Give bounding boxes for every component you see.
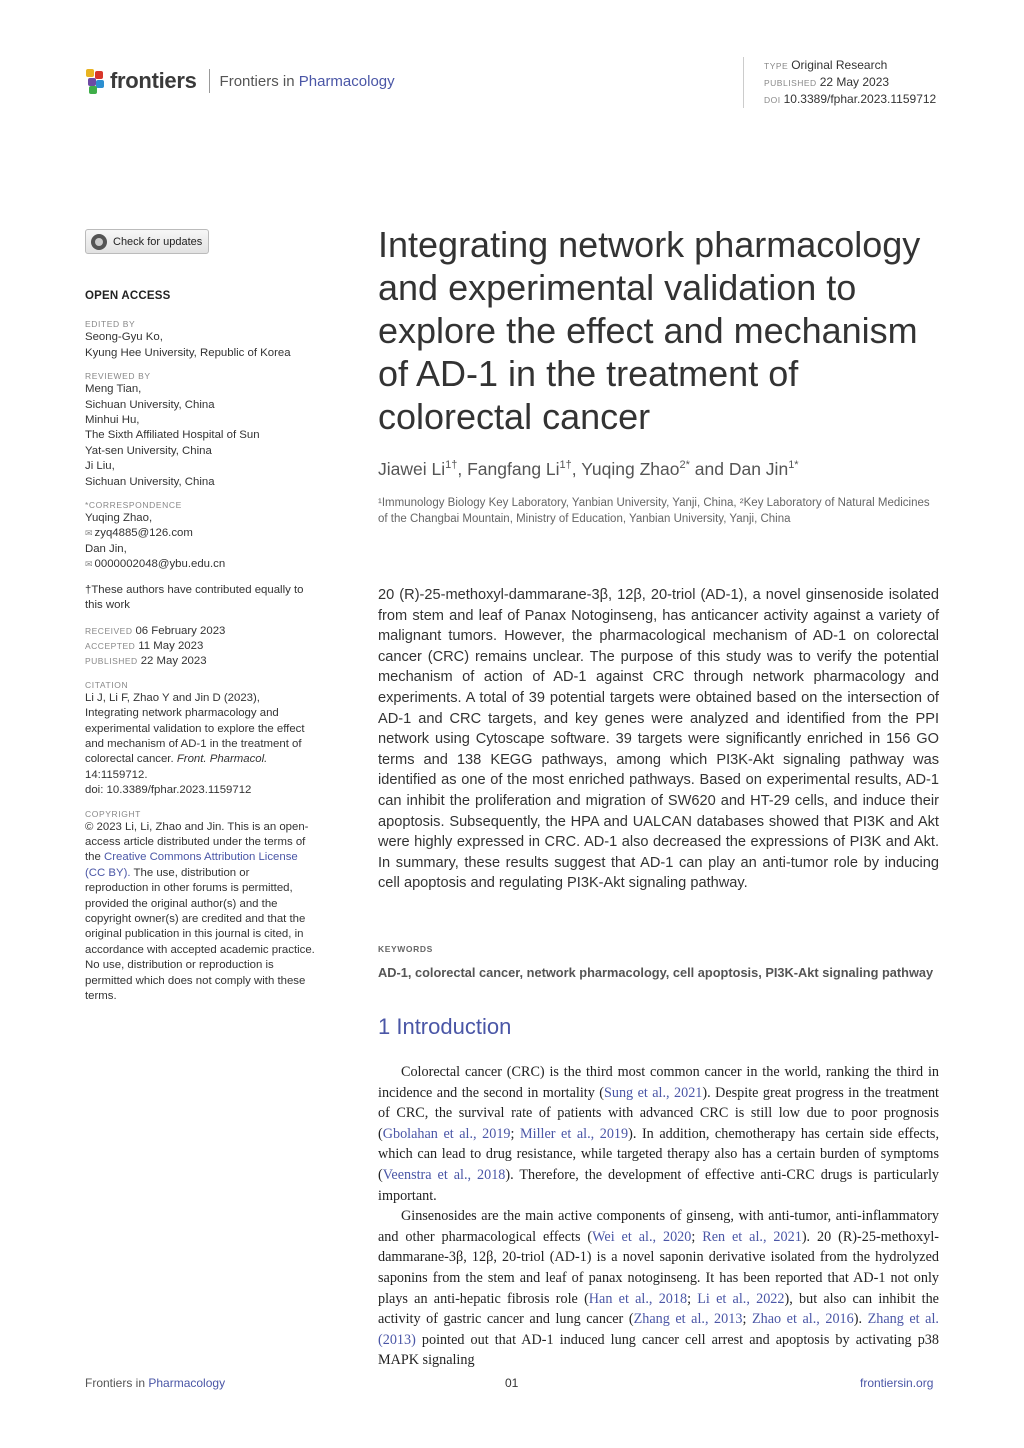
frontiers-logo-icon (86, 69, 106, 93)
author-name[interactable]: Yuqing Zhao (581, 459, 680, 479)
crossmark-icon (91, 234, 107, 250)
author-separator: , (457, 459, 468, 479)
footer-site-link[interactable]: frontiersin.org (860, 1376, 934, 1390)
corr-email[interactable]: 0000002048@ybu.edu.cn (94, 558, 226, 571)
author-sup: 2* (679, 459, 690, 472)
citation-link[interactable]: Li et al., 2022 (697, 1290, 785, 1307)
author-separator: , (571, 459, 582, 479)
citation-label: CITATION (85, 679, 129, 690)
citation-link[interactable]: Gbolahan et al., 2019 (382, 1125, 511, 1142)
footer-journal[interactable] (85, 1376, 225, 1390)
citation-link[interactable]: Zhang et al. (2013) (378, 1311, 939, 1348)
logo-dot-blue (96, 80, 104, 88)
body-text-run: ; (691, 1228, 703, 1245)
body-text-run: ). In addition, chemotherapy has certain side effects, which can lead to drug resistance, while targeted therapy also has a certain burden of symptoms ( (378, 1125, 939, 1183)
correspondence-label: *CORRESPONDENCE (85, 500, 182, 511)
accepted-date (85, 639, 315, 654)
reviewer-line: Yat-sen University, China (85, 444, 212, 457)
author-separator: and (689, 459, 729, 479)
citation-link[interactable]: Zhao et al., 2016 (751, 1311, 854, 1328)
received-date (85, 624, 315, 639)
mail-icon: ✉ (85, 559, 93, 570)
corr-email-row (85, 526, 315, 541)
editor-affiliation: Kyung Hee University, Republic of Korea (85, 346, 291, 359)
reviewer-line: The Sixth Affiliated Hospital of Sun (85, 429, 260, 442)
logo-wordmark: frontiers (110, 68, 197, 93)
copyright-label: COPYRIGHT (85, 808, 141, 819)
citation-link[interactable]: Sung et al., 2021 (603, 1084, 703, 1101)
journal-header (86, 68, 395, 94)
reviewer-line: Sichuan University, China (85, 398, 215, 411)
citation-text: Li J, Li F, Zhao Y and Jin D (2023), Integrating network pharmacology and experimental validation to explore the effect and mechanism of AD-1 in the treatment of colorectal cancer. (85, 691, 305, 766)
meta-published-value: 22 May 2023 (819, 75, 890, 89)
body-text-run: ). 20 (R)-25-methoxyl-dammarane-3β, 12β, 20-triol (AD-1) is a novel saponin derivative isolated from the hydrolyzed saponins from the stem and leaf of panax notoginseng. It has been reported that AD-1 not only plays an anti-hepatic fibrosis role ( (378, 1228, 939, 1307)
body-text-run: Colorectal cancer (CRC) is the third most common cancer in the world, ranking the third in incidence and the second in mortality ( (378, 1064, 939, 1101)
logo-dot-red (95, 71, 103, 79)
body-text-run: ). (853, 1311, 868, 1328)
paragraph (378, 1206, 939, 1371)
cc-by-link[interactable]: Creative Commons Attribution License (CC BY). (85, 851, 298, 879)
reviewer-line: Ji Liu, (85, 460, 115, 473)
published-value: 22 May 2023 (140, 655, 207, 668)
body-text-run: ; (687, 1290, 698, 1307)
abstract: 20 (R)-25-methoxyl-dammarane-3β, 12β, 20-triol (AD-1), a novel ginsenoside isolated from stem and leaf of Panax Notoginseng, has anticancer activity against a variety of malignant tumors. However, the pharmacological mechanism of AD-1 on colorectal cancer (CRC) remains unclear. The purpose of this study was to verify the potential mechanism of action of AD-1 against CRC through network pharmacology and experiments. A total of 39 potential targets were obtained based on the intersection of AD-1 and CRC targets, and key genes were analyzed and identified from the PPI network using Cytoscape software. 39 targets were significantly enriched in 156 GO terms and 138 KEGG pathways, among which PI3K-Akt signaling pathway was identified as one of the most enriched pathways. Based on experimental results, AD-1 can inhibit the proliferation and migration of SW620 and HT-29 cells, and induce their apoptosis. Subsequently, the HPA and UALCAN databases showed that PI3K and Akt were highly expressed in CRC. AD-1 also decreased the expressions of PI3K and Akt. In summary, these results suggest that AD-1 can play an anti-tumor role by inducing cell apoptosis and regulating PI3K-Akt signaling pathway. (378, 587, 939, 892)
copyright-text-a: © 2023 Li, Li, Zhao and Jin. This is an open-access article distributed under the terms of the (85, 820, 309, 864)
author-sup: 1† (559, 459, 572, 472)
meta-doi-value[interactable]: 10.3389/fphar.2023.1159712 (783, 92, 937, 106)
meta-doi (764, 91, 936, 108)
author-sup: 1† (445, 459, 458, 472)
citation-journal: Front. Pharmacol. (176, 753, 268, 766)
keywords: AD-1, colorectal cancer, network pharmacology, cell apoptosis, PI3K-Akt signaling pathway (378, 965, 934, 980)
logo-dot-yellow (86, 69, 94, 77)
meta-type (764, 57, 936, 74)
editor-name: Seong-Gyu Ko, (85, 331, 163, 344)
logo-dot-green (89, 86, 97, 94)
body-text-run: ). Therefore, the development of effective anti-CRC drugs is particularly important. (378, 1166, 939, 1204)
journal-prefix: Frontiers in (219, 72, 299, 90)
page-number: 01 (505, 1376, 519, 1390)
accepted-value: 11 May 2023 (138, 639, 204, 652)
copyright-block (85, 820, 315, 1005)
citation-doi[interactable]: doi: 10.3389/fphar.2023.1159712 (85, 784, 252, 797)
body-text-run: Ginsenosides are the main active components of ginseng, with anti-tumor, anti-inflammatory and other pharmacological effects ( (378, 1208, 939, 1245)
author-name[interactable]: Jiawei Li (378, 459, 446, 479)
citation-link[interactable]: Zhang et al., 2013 (633, 1311, 743, 1328)
footer-journal-prefix: Frontiers in (85, 1376, 149, 1390)
reviewer-line: Minhui Hu, (85, 414, 140, 427)
published-date (85, 654, 315, 669)
reviewer-line: Sichuan University, China (85, 475, 215, 488)
received-value: 06 February 2023 (135, 624, 226, 637)
section-heading: 1 Introduction (378, 1014, 512, 1039)
open-access-label: OPEN ACCESS (85, 290, 171, 302)
body-text (378, 1062, 939, 1371)
copyright-text-b: The use, distribution or reproduction in other forums is permitted, provided the original author(s) and the copyright owner(s) are credited and that the original publication in this journal is cited, in accordance with accepted academic practice. No use, distribution or reproduction is permitted which does not comply with these terms. (85, 866, 315, 1003)
citation-link[interactable]: Wei et al., 2020 (592, 1228, 692, 1245)
affiliations: ¹Immunology Biology Key Laboratory, Yanbian University, Yanji, China, ²Key Laboratory of Natural Medicines of the Changbai Mountain, Ministry of Education, Yanbian University, Yanji, China (378, 497, 930, 525)
paragraph (378, 1062, 939, 1206)
mail-icon: ✉ (85, 528, 93, 539)
citation-link[interactable]: Ren et al., 2021 (702, 1228, 802, 1245)
accepted-label: ACCEPTED (85, 640, 136, 651)
citation-link[interactable]: Miller et al., 2019 (520, 1125, 629, 1142)
meta-type-label: TYPE (764, 61, 789, 71)
footer-journal-subject: Pharmacology (148, 1376, 226, 1390)
received-label: RECEIVED (85, 625, 133, 636)
body-text-run: pointed out that AD-1 induced lung cancer cell arrest and apoptosis by activating p38 MAPK signaling (378, 1331, 939, 1369)
journal-name[interactable] (220, 73, 395, 90)
check-for-updates-label: Check for updates (113, 235, 203, 248)
journal-subject: Pharmacology (298, 72, 395, 90)
citation-volume: 14:1159712. (85, 768, 148, 781)
body-text-run: ; (742, 1311, 752, 1328)
article-meta (743, 57, 936, 108)
reviewed-by-label: REVIEWED BY (85, 371, 151, 382)
author-name[interactable]: Dan Jin (728, 459, 789, 479)
corr-name: Yuqing Zhao, (85, 512, 153, 525)
check-for-updates-button[interactable] (85, 229, 209, 254)
meta-published (764, 74, 936, 91)
meta-type-value: Original Research (791, 58, 888, 72)
edited-by-label: EDITED BY (85, 319, 136, 330)
logo-divider (209, 69, 210, 93)
body-text-run: ). Despite great progress in the treatment of CRC, the survival rate of patients with advanced CRC is still low due to poor prognosis ( (378, 1084, 939, 1142)
corr-name: Dan Jin, (85, 542, 127, 555)
author-sup: 1* (788, 459, 799, 472)
corr-email-row (85, 557, 315, 572)
author-name[interactable]: Fangfang Li (467, 459, 560, 479)
body-text-run: ; (510, 1125, 521, 1142)
equal-contribution-note: †These authors have contributed equally to this work (85, 583, 304, 612)
logo-dot-purple (88, 78, 96, 86)
body-text-run: ), but also can inhibit the activity of gastric cancer and lung cancer ( (378, 1290, 939, 1328)
citation-link[interactable]: Veenstra et al., 2018 (382, 1166, 506, 1183)
published-label: PUBLISHED (85, 656, 138, 667)
citation-link[interactable]: Han et al., 2018 (588, 1290, 688, 1307)
meta-doi-label: DOI (764, 95, 781, 105)
meta-published-label: PUBLISHED (764, 78, 817, 88)
sidebar (85, 289, 315, 1004)
article-title: Integrating network pharmacology and experimental validation to explore the effect and mechanism of AD-1 in the treatment of colorectal cancer (378, 224, 921, 437)
corr-email[interactable]: zyq4885@126.com (94, 527, 193, 540)
reviewer-line: Meng Tian, (85, 383, 142, 396)
keywords-label: KEYWORDS (378, 944, 433, 954)
author-list (378, 459, 799, 480)
citation-block (85, 691, 315, 799)
